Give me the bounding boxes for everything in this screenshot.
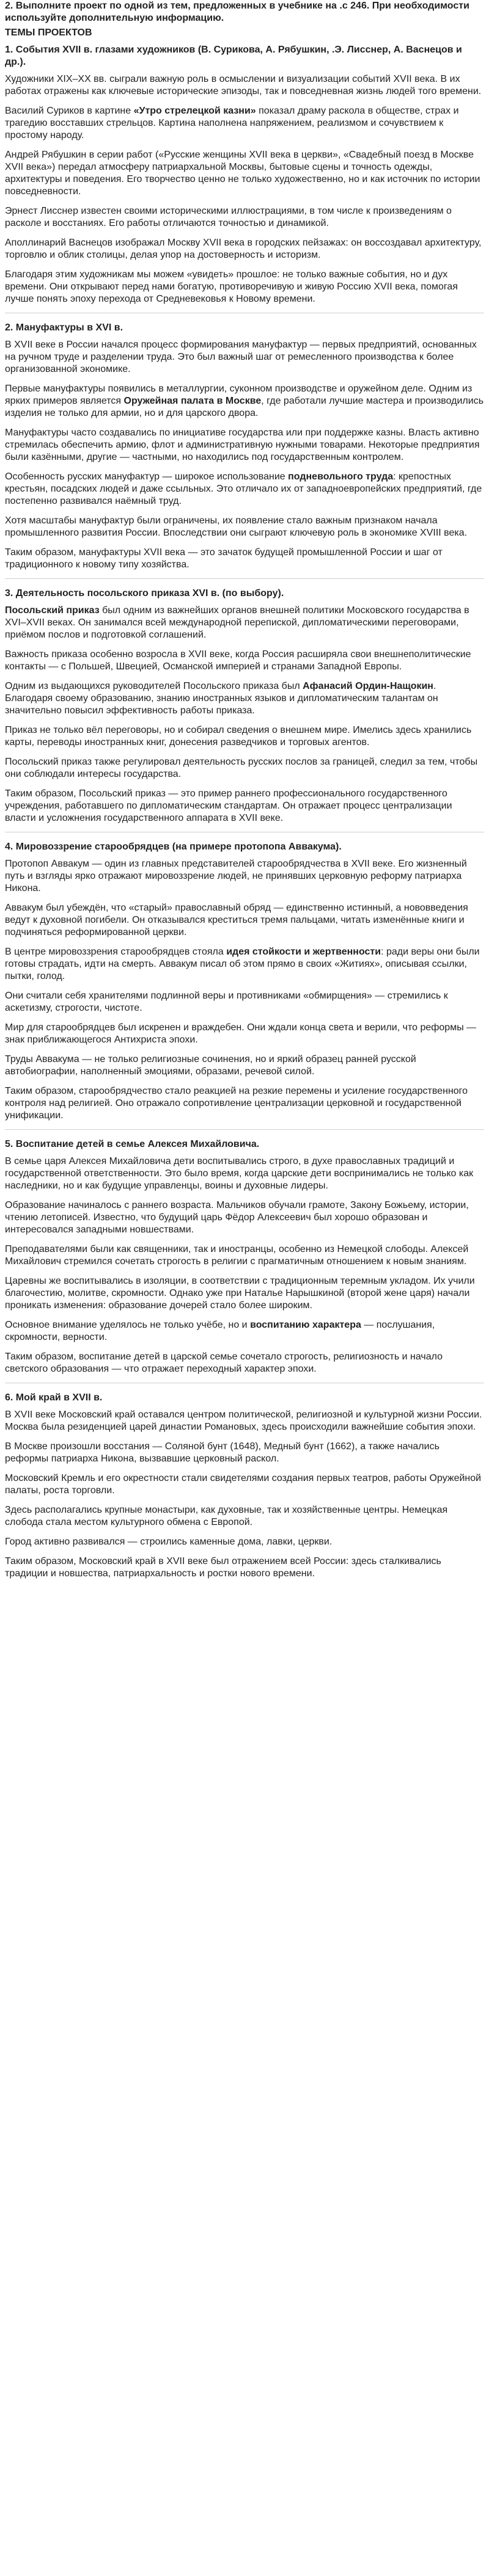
- paragraph: [5, 946, 484, 983]
- paragraph: [5, 649, 484, 673]
- text-run: Аполлинарий Васнецов изображал Москву XVII века в городских пейзажах: он воссоздавал архитектуру, торговлю и облик столицы, делая упор на достоверность и историзм.: [5, 238, 482, 260]
- text-run: Одним из выдающихся руководителей Посольского приказа был: [5, 681, 303, 691]
- bold-term: Афанасий Ордин-Нащокин: [303, 681, 433, 691]
- paragraph: [5, 756, 484, 780]
- paragraph: [5, 547, 484, 571]
- section-divider: [5, 578, 484, 579]
- section-divider: [5, 1129, 484, 1130]
- text-run: . Благодаря своему образованию, знанию иностранных языков и дипломатическим талантам он значительно повысил эффективность работы приказа.: [5, 681, 438, 716]
- text-run: Василий Суриков в картине: [5, 106, 134, 116]
- text-run: Образование начиналось с раннего возраста. Мальчиков обучали грамоте, Закону Божьему, истории, чтению летописей. Известно, что будущий царь Фёдор Алексеевич был хорошо образован и интересовался западными новшествами.: [5, 1200, 469, 1235]
- text-run: Таким образом, Московский край в XVII веке был отражением всей России: здесь сталкивались традиции и новшества, патриархальность и ростки нового времени.: [5, 1556, 441, 1579]
- text-run: В XVII веке Московский край оставался центром политической, религиозной и культурной жизни России. Москва была резиденцией царей династии Романовых, здесь происходили важнейшие события эпохи.: [5, 1410, 482, 1432]
- paragraph: [5, 1351, 484, 1375]
- text-run: Приказ не только вёл переговоры, но и собирал сведения о внешнем мире. Имелись здесь хранились карты, переводы иностранных книг, донесения разведчиков и торговых агентов.: [5, 725, 472, 748]
- section-3: [5, 588, 484, 824]
- paragraph: [5, 1085, 484, 1122]
- paragraph: [5, 105, 484, 142]
- bold-term: Посольский приказ: [5, 605, 100, 616]
- paragraph: [5, 1155, 484, 1192]
- text-run: Первые мануфактуры появились в металлургии, суконном производстве и оружейном деле. Одним из ярких примеров является: [5, 384, 472, 406]
- section-5: [5, 1138, 484, 1375]
- text-run: Преподавателями были как священники, так и иностранцы, особенно из Немецкой слободы. Алексей Михайлович стремился сочетать строгость в религии с прагматичным отношением к новым знаниям.: [5, 1244, 469, 1267]
- section-2: [5, 322, 484, 571]
- text-run: Основное внимание уделялось не только учёбе, но и: [5, 1320, 251, 1330]
- text-run: Московский Кремль и его окрестности стали свидетелями создания первых театров, работы Оружейной палаты, роста торговли.: [5, 1473, 482, 1496]
- paragraph: [5, 1275, 484, 1312]
- text-run: , где работали лучшие мастера и производились изделия не только для армии, но и для царского двора.: [5, 396, 484, 418]
- bold-term: подневольного труда: [288, 471, 394, 482]
- text-run: показал драму раскола в обществе, страх и трагедию восставших стрельцов. Картина наполнена напряжением, реализмом и сочувствием к простому народу.: [5, 106, 459, 140]
- text-run: — послушания, скромности, верности.: [5, 1320, 435, 1342]
- paragraph: [5, 73, 484, 98]
- text-run: Мануфактуры часто создавались по инициативе государства или при поддержке казны. Власть активно стремилась обеспечить армию, флот и административную нужными товарами. Некоторые предприятия были казёнными, другие — частными, но находились под государственным контролем.: [5, 428, 480, 462]
- text-run: Они считали себя хранителями подлинной веры и противниками «обмирщения» — стремились к аскетизму, строгости, чистоте.: [5, 991, 448, 1013]
- bold-term: воспитанию характера: [250, 1320, 361, 1330]
- paragraph: [5, 724, 484, 749]
- text-run: Труды Аввакума — не только религиозные сочинения, но и яркий образец ранней русской автобиографии, наполненный эмоциями, образами, речевой силой.: [5, 1054, 416, 1077]
- text-run: В семье царя Алексея Михайловича дети воспитывались строго, в духе православных традиций и государственной ответственности. Это было время, когда царские дети воспринимались не только как наследники, но и как будущие управленцы, воины и духовные лидеры.: [5, 1156, 474, 1191]
- paragraph: [5, 515, 484, 539]
- text-run: : крепостных крестьян, посадских людей и даже ссыльных. Это отличало их от западноевропейских предприятий, где постепенно развивался наёмный труд.: [5, 471, 482, 506]
- text-run: Здесь располагались крупные монастыри, как духовные, так и хозяйственные центры. Немецкая слобода стала местом культурного обмена с Европой.: [5, 1505, 448, 1527]
- text-run: Андрей Рябушкин в серии работ («Русские женщины XVII века в церкви», «Свадебный поезд в Москве XVII века») передал атмосферу патриархальной Москвы, бытовые сцены и точность одежды, архитектуры и поведения. Его творчество ценно не только художественно, но и как источник по истории повседневности.: [5, 150, 480, 197]
- paragraph: [5, 680, 484, 717]
- text-run: Мир для старообрядцев был искренен и враждебен. Они ждали конца света и верили, что реформы — знак приближающегося Антихриста эпохи.: [5, 1022, 477, 1045]
- section-title: 4. Мировоззрение старообрядцев (на примере протопопа Аввакума).: [5, 842, 342, 852]
- paragraph: [5, 1472, 484, 1497]
- paragraph: [5, 1536, 484, 1548]
- paragraph: [5, 858, 484, 895]
- sections-container: [5, 44, 484, 1580]
- section-6: [5, 1392, 484, 1580]
- text-run: : ради веры они были готовы страдать, идти на смерть. Аввакум писал об этом прямо в своих «Житиях», описывая ссылки, пытки, голод.: [5, 947, 480, 981]
- paragraph: [5, 788, 484, 824]
- text-run: Таким образом, мануфактуры XVII века — это зачаток будущей промышленной России и шаг от традиционного к новому типу хозяйства.: [5, 547, 443, 570]
- text-run: Важность приказа особенно возросла в XVII веке, когда Россия расширяла свои внешнеполитические контакты — с Польшей, Швецией, Османской империей и странами Западной Европы.: [5, 649, 471, 672]
- text-run: был одним из важнейших органов внешней политики Московского государства в XVI–XVII веках. Он занимался всей международной перепиской, дипломатическими переговорами, приёмом послов и подготовкой соглашений.: [5, 605, 469, 640]
- text-run: Протопоп Аввакум — один из главных представителей старообрядчества в XVII веке. Его жизненный путь и взгляды ярко отражают мировоззрение людей, не принявших церковную реформу патриарха Никона.: [5, 859, 467, 893]
- text-run: Эрнест Лисснер известен своими историческими иллюстрациями, в том числе к произведениям о расколе и восстаниях. Его работы отличаются точностью и динамикой.: [5, 206, 452, 228]
- paragraph: [5, 205, 484, 230]
- text-run: Таким образом, Посольский приказ — это пример раннего профессионального государственного учреждения, работавшего по дипломатическим стандартам. Он отражает процесс централизации власти и усложнения государственного аппарата в XVII веке.: [5, 788, 452, 823]
- paragraph: [5, 1504, 484, 1529]
- paragraph: [5, 1199, 484, 1236]
- paragraph: [5, 1441, 484, 1465]
- text-run: В XVII веке в России начался процесс формирования мануфактур — первых предприятий, основанных на ручном труде и разделении труда. Это был важный шаг от ремесленного производства к более организованной экономике.: [5, 340, 477, 374]
- text-run: В центре мировоззрения старообрядцев стояла: [5, 947, 227, 957]
- text-run: Таким образом, старообрядчество стало реакцией на резкие перемены и усиление государственного контроля над религией. Оно отражало сопротивление централизации церковной и государственной унификации.: [5, 1086, 468, 1121]
- section-1: [5, 44, 484, 305]
- bold-term: Оружейная палата в Москве: [123, 396, 262, 406]
- paragraph: [5, 383, 484, 420]
- section-title: 2. Мануфактуры в XVI в.: [5, 322, 123, 333]
- paragraph: [5, 1243, 484, 1268]
- text-run: В Москве произошли восстания — Соляной бунт (1648), Медный бунт (1662), а также начались реформы патриарха Никона, вызвавшие церковный раскол.: [5, 1441, 439, 1464]
- paragraph: [5, 1409, 484, 1433]
- topics-heading: ТЕМЫ ПРОЕКТОВ: [5, 27, 92, 38]
- text-run: Город активно развивался — строились каменные дома, лавки, церкви.: [5, 1537, 333, 1547]
- text-run: Таким образом, воспитание детей в царской семье сочетало строгость, религиозность и начало светского образования — что отражает переходный характер эпохи.: [5, 1352, 443, 1374]
- section-title: 6. Мой край в XVII в.: [5, 1392, 103, 1403]
- paragraph: [5, 990, 484, 1014]
- paragraph: [5, 605, 484, 641]
- text-run: Царевны же воспитывались в изоляции, в соответствии с традиционным теремным укладом. Их учили благочестию, молитве, скромности. Однако уже при Наталье Нарышкиной (второй жене царя) начали проникать изменения: образование дочерей стало более широким.: [5, 1276, 475, 1311]
- paragraph: [5, 1555, 484, 1580]
- text-run: Особенность русских мануфактур — широкое использование: [5, 471, 289, 482]
- text-run: Благодаря этим художникам мы можем «увидеть» прошлое: не только важные события, но и дух времени. Они открывают перед нами богатую, противоречивую и живую Россию XVII века, помогая лучше понять эпоху перехода от Средневековья к Новому времени.: [5, 269, 458, 304]
- paragraph: [5, 269, 484, 305]
- section-title: 3. Деятельность посольского приказа XVI в. (по выбору).: [5, 588, 284, 599]
- section-title: 5. Воспитание детей в семье Алексея Михайловича.: [5, 1139, 260, 1149]
- paragraph: [5, 237, 484, 261]
- text-run: Художники XIX–XX вв. сыграли важную роль в осмыслении и визуализации событий XVII века. В их работах отражены как ключевые исторические эпизоды, так и повседневная жизнь людей того времени.: [5, 74, 482, 96]
- task-statement: 2. Выполните проект по одной из тем, предложенных в учебнике на .с 246. При необходимости используйте дополнительную информацию.: [5, 1, 469, 23]
- paragraph: [5, 149, 484, 198]
- paragraph: [5, 427, 484, 464]
- paragraph: [5, 1319, 484, 1344]
- paragraph: [5, 471, 484, 508]
- text-run: Аввакум был убеждён, что «старый» православный обряд — единственно истинный, а нововведения ведут к духовной погибели. Он отказывался креститься тремя пальцами, читать изменённые книги и подчиняться реформированной церкви.: [5, 903, 468, 937]
- paragraph: [5, 1053, 484, 1078]
- paragraph: [5, 339, 484, 376]
- section-4: [5, 841, 484, 1122]
- bold-term: «Утро стрелецкой казни»: [133, 106, 256, 116]
- text-run: Хотя масштабы мануфактур были ограничены, их появление стало важным признаком начала промышленного развития России. Впоследствии они сыграют ключевую роль в экономике XVIII века.: [5, 515, 468, 538]
- paragraph: [5, 1022, 484, 1046]
- text-run: Посольский приказ также регулировал деятельность русских послов за границей, следил за тем, чтобы они соблюдали интересы государства.: [5, 757, 478, 779]
- bold-term: идея стойкости и жертвенности: [226, 947, 381, 957]
- section-title: 1. События XVII в. глазами художников (В. Сурикова, А. Рябушкин, .Э. Лисснер, А. Васнецов и др.).: [5, 45, 462, 67]
- paragraph: [5, 902, 484, 939]
